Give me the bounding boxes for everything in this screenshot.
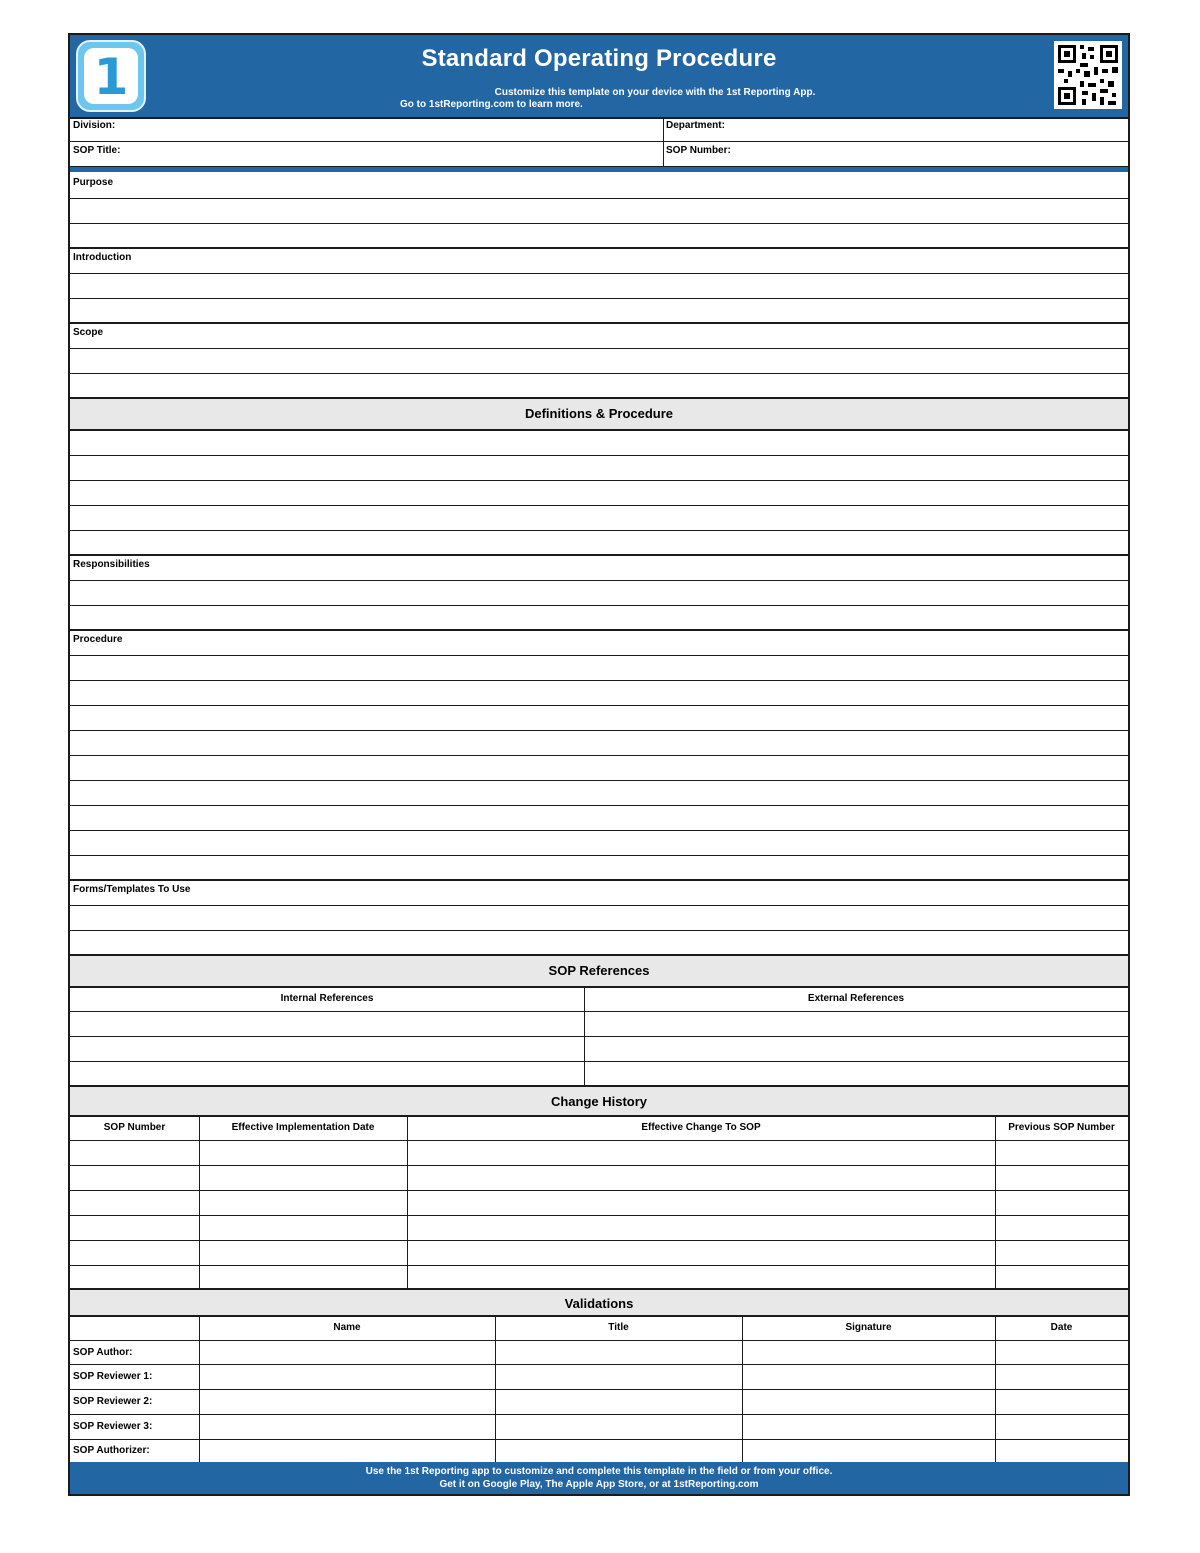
procedure-line[interactable] <box>70 681 1128 706</box>
external-references-header: External References <box>807 993 905 1004</box>
purpose-line[interactable] <box>70 199 1128 224</box>
validation-row[interactable] <box>70 1440 1128 1462</box>
purpose-line[interactable] <box>70 224 1128 249</box>
procedure-line[interactable] <box>70 756 1128 781</box>
sop-references-title: SOP References <box>548 963 650 978</box>
introduction-line[interactable] <box>70 299 1128 324</box>
responsibilities-row <box>70 556 1128 581</box>
sop-form <box>68 33 1130 1496</box>
change-history-row[interactable] <box>70 1191 1128 1216</box>
sop-number-column-header: SOP Number <box>103 1122 166 1133</box>
division-label: Division: <box>73 120 116 131</box>
forms-templates-line[interactable] <box>70 931 1128 956</box>
validations-divider <box>495 1317 496 1462</box>
date-column-header: Date <box>1050 1322 1073 1333</box>
change-history-header <box>70 1087 1128 1117</box>
sop-title-row <box>70 142 1128 167</box>
change-history-row[interactable] <box>70 1141 1128 1166</box>
change-history-row[interactable] <box>70 1241 1128 1266</box>
validations-header <box>70 1290 1128 1317</box>
change-history-divider <box>407 1117 408 1290</box>
definitions-line[interactable] <box>70 456 1128 481</box>
procedure-line[interactable] <box>70 781 1128 806</box>
validations-divider <box>199 1317 200 1462</box>
department-label: Department: <box>666 120 725 131</box>
sop-number-label: SOP Number: <box>666 145 731 156</box>
purpose-label: Purpose <box>73 177 114 188</box>
field-divider <box>663 117 664 167</box>
validation-row-label: SOP Reviewer 2: <box>73 1396 153 1407</box>
procedure-row <box>70 631 1128 656</box>
validation-row-label: SOP Authorizer: <box>73 1445 150 1456</box>
change-history-title: Change History <box>550 1094 648 1109</box>
subtitle-line-1: Customize this template on your device with the 1st Reporting App. <box>494 87 816 98</box>
forms-templates-label: Forms/Templates To Use <box>73 884 191 895</box>
signature-column-header: Signature <box>845 1322 892 1333</box>
references-line[interactable] <box>70 1012 1128 1037</box>
subtitle-line-2: Go to 1stReporting.com to learn more. <box>400 99 583 110</box>
references-divider <box>584 988 585 1087</box>
validation-row-label: SOP Author: <box>73 1347 133 1358</box>
definitions-line[interactable] <box>70 481 1128 506</box>
name-column-header: Name <box>333 1322 361 1333</box>
footer-banner <box>70 1462 1128 1494</box>
validation-row[interactable] <box>70 1341 1128 1365</box>
introduction-line[interactable] <box>70 274 1128 299</box>
change-history-row[interactable] <box>70 1266 1128 1290</box>
scope-row <box>70 324 1128 349</box>
scope-label: Scope <box>73 327 104 338</box>
scope-line[interactable] <box>70 349 1128 374</box>
header-subtitle <box>400 87 850 111</box>
procedure-line[interactable] <box>70 806 1128 831</box>
footer-line-2: Get it on Google Play, The Apple App Store, or at 1stReporting.com <box>439 1479 759 1490</box>
section-divider-bar <box>70 167 1128 172</box>
definitions-line[interactable] <box>70 431 1128 456</box>
references-line[interactable] <box>70 1037 1128 1062</box>
procedure-label: Procedure <box>73 634 123 645</box>
division-row <box>70 117 1128 142</box>
effective-change-column-header: Effective Change To SOP <box>641 1122 761 1133</box>
sop-title-label: SOP Title: <box>73 145 121 156</box>
responsibilities-line[interactable] <box>70 606 1128 631</box>
procedure-line[interactable] <box>70 856 1128 881</box>
procedure-line[interactable] <box>70 831 1128 856</box>
validation-row-label: SOP Reviewer 1: <box>73 1371 153 1382</box>
validation-row[interactable] <box>70 1415 1128 1440</box>
responsibilities-line[interactable] <box>70 581 1128 606</box>
forms-templates-row <box>70 881 1128 906</box>
validations-divider <box>742 1317 743 1462</box>
references-column-header-row <box>70 988 1128 1012</box>
validation-row[interactable] <box>70 1365 1128 1390</box>
validation-row-label: SOP Reviewer 3: <box>73 1421 153 1432</box>
introduction-row <box>70 249 1128 274</box>
change-history-divider <box>995 1117 996 1290</box>
procedure-line[interactable] <box>70 656 1128 681</box>
change-history-row[interactable] <box>70 1166 1128 1191</box>
change-history-row[interactable] <box>70 1216 1128 1241</box>
references-line[interactable] <box>70 1062 1128 1087</box>
previous-sop-number-column-header: Previous SOP Number <box>1008 1122 1115 1133</box>
change-history-column-header-row <box>70 1117 1128 1141</box>
scope-line[interactable] <box>70 374 1128 399</box>
logo-numeral: 1 <box>93 48 129 106</box>
sop-references-header <box>70 956 1128 988</box>
header-banner <box>70 35 1128 119</box>
procedure-line[interactable] <box>70 706 1128 731</box>
procedure-line[interactable] <box>70 731 1128 756</box>
change-history-divider <box>199 1117 200 1290</box>
definitions-line[interactable] <box>70 531 1128 556</box>
responsibilities-label: Responsibilities <box>73 559 150 570</box>
definitions-procedure-header <box>70 399 1128 431</box>
definitions-procedure-title: Definitions & Procedure <box>524 406 674 421</box>
internal-references-header: Internal References <box>280 993 374 1004</box>
validations-column-header-row <box>70 1317 1128 1341</box>
definitions-line[interactable] <box>70 506 1128 531</box>
effective-implementation-date-column-header: Effective Implementation Date <box>231 1122 375 1133</box>
validations-divider <box>995 1317 996 1462</box>
purpose-row <box>70 174 1128 199</box>
forms-templates-line[interactable] <box>70 906 1128 931</box>
footer-line-1: Use the 1st Reporting app to customize and complete this template in the field or from your office. <box>365 1466 833 1477</box>
validations-title: Validations <box>564 1296 634 1311</box>
qr-code-icon <box>1054 41 1122 109</box>
page-title: Standard Operating Procedure <box>421 45 777 72</box>
validation-row[interactable] <box>70 1390 1128 1415</box>
title-column-header: Title <box>608 1322 629 1333</box>
introduction-label: Introduction <box>73 252 132 263</box>
